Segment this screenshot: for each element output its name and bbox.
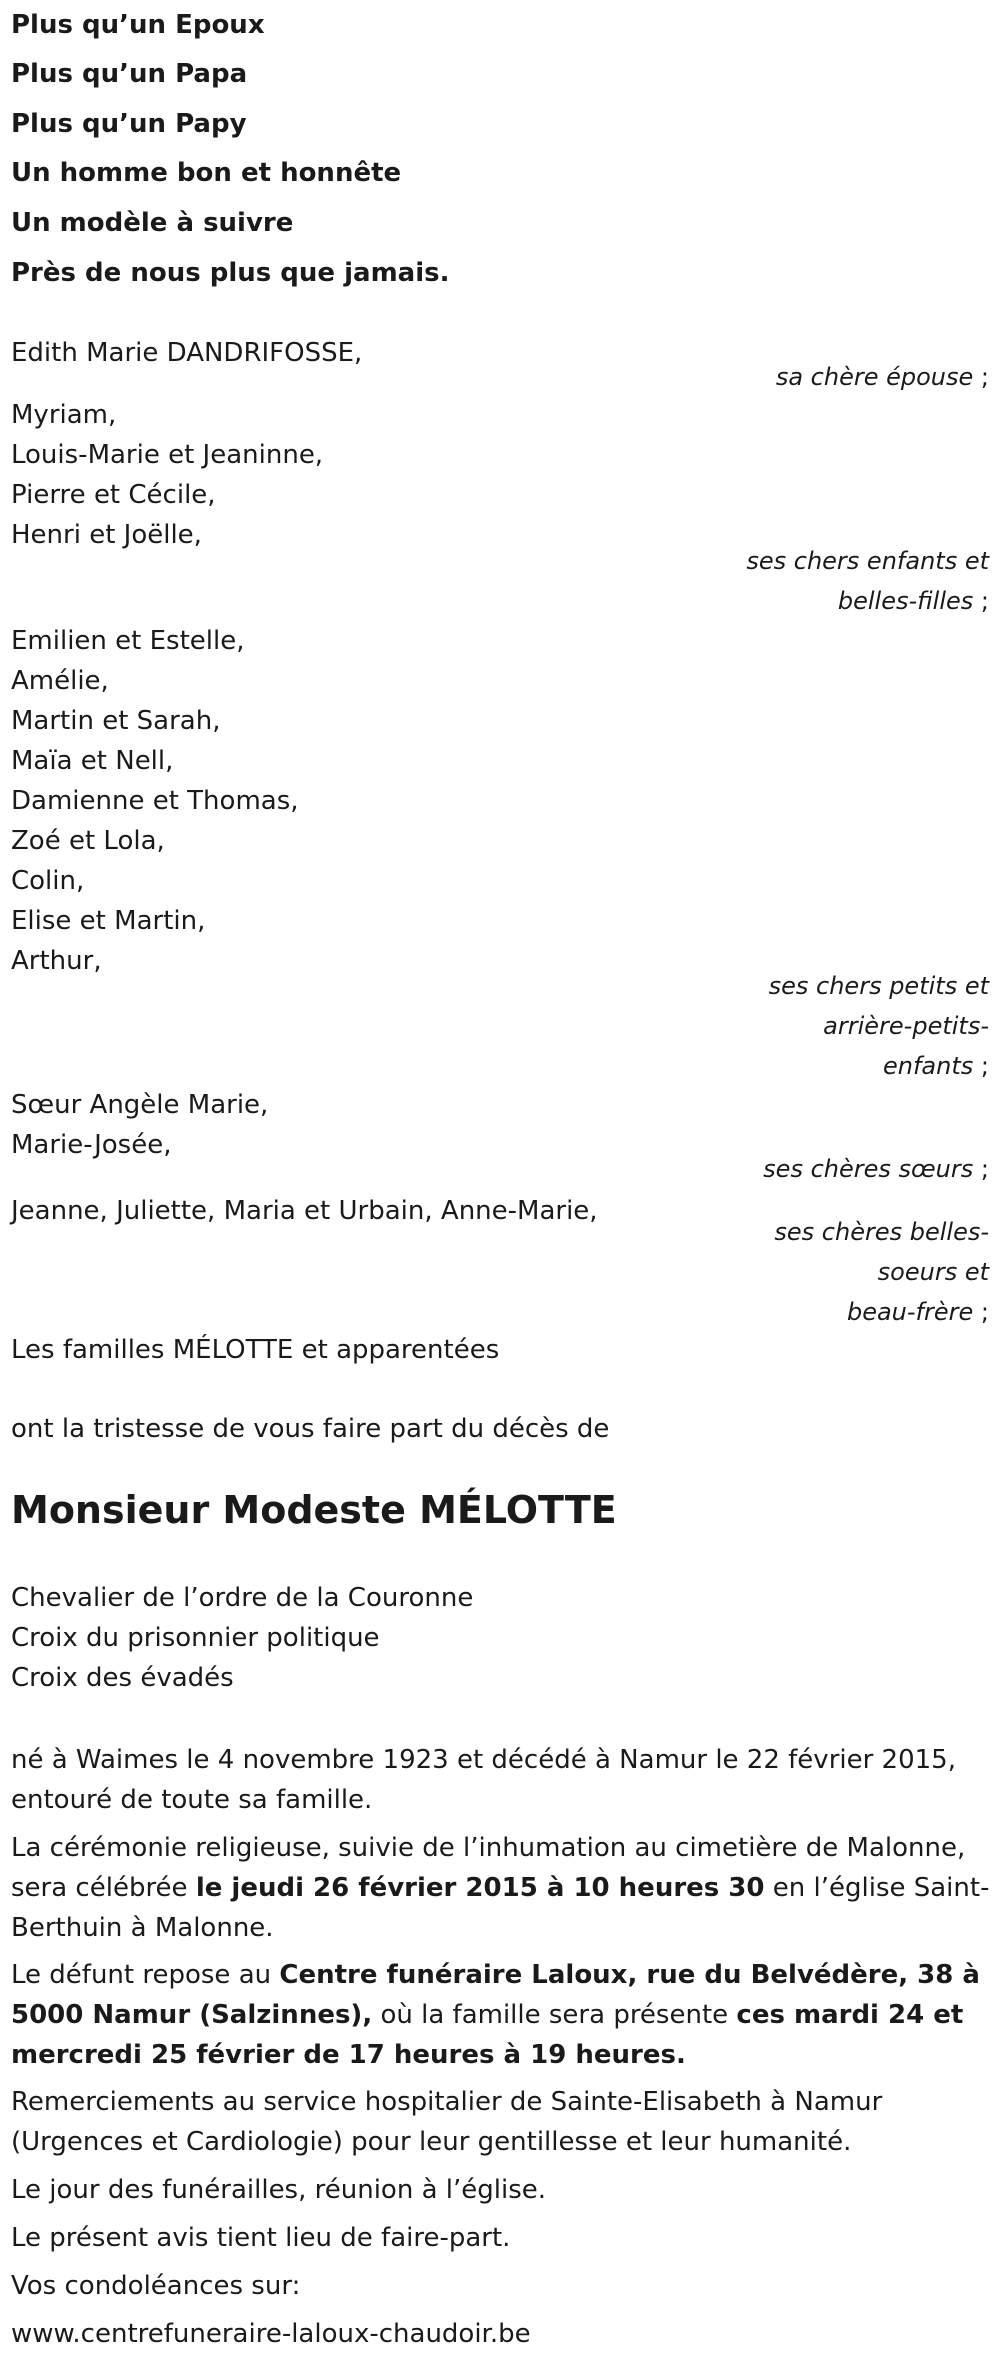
condolences-label: Vos condoléances sur:: [11, 2271, 301, 2301]
deceased-name: Monsieur Modeste MÉLOTTE: [11, 1488, 617, 1532]
semicolon: ;: [980, 587, 989, 615]
ceremony-paragraph: [11, 1828, 991, 1948]
poem-line: Plus qu’un Epoux: [11, 10, 265, 40]
relation-line-last: [774, 1292, 989, 1332]
spouse-relation: [776, 357, 989, 397]
spouse-name: Edith Marie DANDRIFOSSE,: [11, 338, 363, 368]
ceremony-text: La cérémonie religieuse, suivie de l’inhumation au cimetière de Malonne, sera célébrée: [11, 1833, 966, 1903]
grandchild-name: Elise et Martin,: [11, 906, 206, 936]
sister-name: Marie-Josée,: [11, 1130, 172, 1160]
ceremony-date: le jeudi 26 février 2015 à 10 heures 30: [195, 1873, 765, 1903]
reunion-line: Le jour des funérailles, réunion à l’église.: [11, 2175, 547, 2205]
poem-line: Un modèle à suivre: [11, 208, 294, 238]
child-name: Myriam,: [11, 400, 117, 430]
relation-text: sa chère épouse: [775, 363, 974, 391]
honor-line: Croix des évadés: [11, 1663, 234, 1693]
honor-line: Chevalier de l’ordre de la Couronne: [11, 1583, 474, 1613]
grandchild-name: Colin,: [11, 866, 85, 896]
child-name: Pierre et Cécile,: [11, 480, 216, 510]
in-laws-names: Jeanne, Juliette, Maria et Urbain, Anne-Marie,: [11, 1196, 598, 1226]
relation-line: arrière-petits-: [823, 1012, 989, 1040]
announcement-line: ont la tristesse de vous faire part du décès de: [11, 1414, 610, 1444]
rest-text-mid: où la famille sera présente: [372, 2000, 737, 2030]
poem-line: Plus qu’un Papa: [11, 59, 248, 89]
relation-line-last: [746, 581, 989, 621]
relation-line: soeurs et: [877, 1258, 989, 1286]
rest-schedule: ces mardi 24 et mercredi 25 février de 17 heures à 19 heures.: [11, 2000, 964, 2070]
poem-line: Plus qu’un Papy: [11, 109, 247, 139]
sisters-relation: [763, 1149, 989, 1189]
grandchild-name: Maïa et Nell,: [11, 746, 174, 776]
semicolon: ;: [980, 1052, 989, 1080]
semicolon: ;: [980, 1155, 989, 1183]
relation-line-last: [769, 1046, 989, 1086]
rest-text: Le défunt repose au: [11, 1960, 280, 1990]
rest-paragraph: [11, 1955, 991, 2075]
sister-name: Sœur Angèle Marie,: [11, 1090, 269, 1120]
thanks-paragraph: Remerciements au service hospitalier de Sainte-Elisabeth à Namur (Urgences et Cardiologie) pour leur gentillesse et leur humanité.: [11, 2087, 883, 2157]
semicolon: ;: [980, 1298, 989, 1326]
grandchild-name: Amélie,: [11, 666, 109, 696]
grandchildren-relation: [769, 966, 989, 1086]
children-relation: [746, 541, 989, 621]
child-name: Louis-Marie et Jeaninne,: [11, 440, 324, 470]
child-name: Henri et Joëlle,: [11, 520, 202, 550]
relation-text: beau-frère: [846, 1298, 974, 1326]
relation-line: ses chers enfants et: [746, 547, 989, 575]
relation-line: ses chers petits et: [768, 972, 989, 1000]
ceremony-place: en l’église Saint-Berthuin à Malonne.: [11, 1873, 990, 1943]
birth-death-paragraph: né à Waimes le 4 novembre 1923 et décédé à Namur le 22 février 2015, entouré de toute sa famille.: [11, 1745, 956, 1815]
grandchild-name: Emilien et Estelle,: [11, 626, 245, 656]
honor-line: Croix du prisonnier politique: [11, 1623, 380, 1653]
relation-text: ses chères sœurs: [763, 1155, 974, 1183]
relation-text: enfants: [883, 1052, 974, 1080]
poem-line: Près de nous plus que jamais.: [11, 258, 450, 288]
relation-text: belles-filles: [837, 587, 974, 615]
relation-line: ses chères belles-: [774, 1218, 989, 1246]
poem-line: Un homme bon et honnête: [11, 158, 402, 188]
in-laws-relation: [774, 1212, 989, 1332]
grandchild-name: Damienne et Thomas,: [11, 786, 299, 816]
families-line: Les familles MÉLOTTE et apparentées: [11, 1335, 500, 1365]
rest-location: Centre funéraire Laloux, rue du Belvédère, 38 à 5000 Namur (Salzinnes),: [11, 1960, 980, 2030]
website-link[interactable]: www.centrefuneraire-laloux-chaudoir.be: [11, 2319, 531, 2349]
semicolon: ;: [980, 363, 989, 391]
notice-line: Le présent avis tient lieu de faire-part.: [11, 2223, 511, 2253]
grandchild-name: Arthur,: [11, 946, 102, 976]
grandchild-name: Zoé et Lola,: [11, 826, 165, 856]
grandchild-name: Martin et Sarah,: [11, 706, 221, 736]
